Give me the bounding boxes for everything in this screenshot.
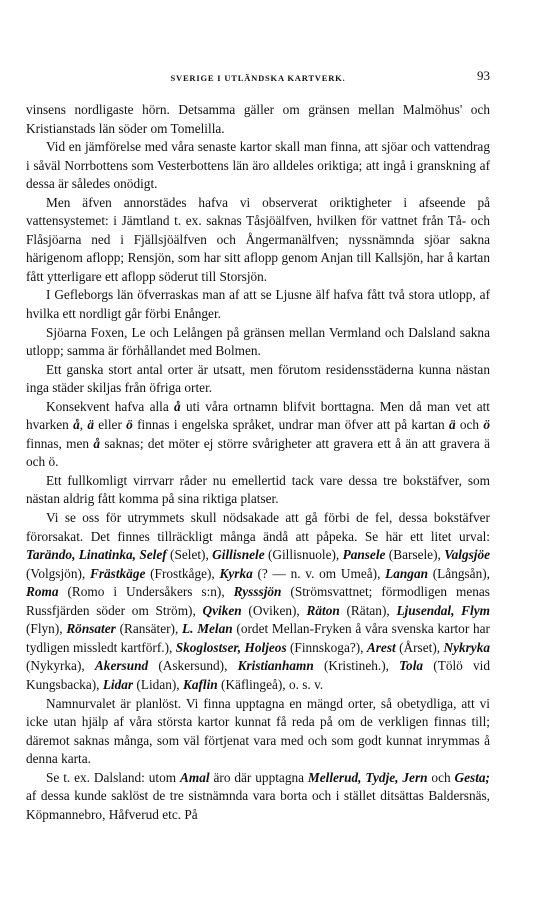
text-run: (Lidan),: [133, 676, 183, 692]
paragraph: [26, 398, 490, 472]
italic-place-name: Kyrka: [219, 565, 253, 581]
text-run: finnas, men: [26, 435, 94, 451]
italic-place-name: Ljusendal, Flym: [396, 602, 490, 618]
italic-place-name: Akersund: [94, 658, 149, 674]
text-run: (Rätan),: [339, 602, 397, 618]
text-run: (Oviken),: [241, 602, 307, 618]
text-run: I Gefleborgs län öfverraskas man af att se Ljusne älf hafva fått två stora utlopp, af hvilka ett nordligt går förbi Enånger.: [26, 287, 490, 322]
text-run: (Strömsvattnet; förmodligen menas Russfjärden söder om Ström),: [26, 584, 490, 618]
text-run: uti våra ortnamn blifvit borttagna. Men då man vet att hvarken: [26, 398, 490, 433]
text-run: (Nykyrka),: [26, 658, 95, 674]
text-run: (Barsele),: [385, 547, 445, 563]
text-run: (Finnskoga?),: [286, 639, 367, 655]
italic-place-name: Pansele: [342, 547, 386, 563]
paragraph: [26, 101, 490, 138]
italic-place-name: Kristianhamn: [237, 658, 314, 674]
italic-place-name: Arest: [366, 639, 396, 655]
text-run: ,: [79, 417, 88, 433]
text-run: finnas i engelska språket, undrar man öfver att på kartan: [132, 417, 449, 433]
paragraph: [26, 286, 490, 323]
paragraph: [26, 138, 490, 194]
italic-place-name: Frästkäge: [89, 565, 146, 581]
text-run: (Kristineh.),: [313, 658, 400, 674]
text-run: Ett ganska stort antal orter är utsatt, men förutom residensstäderna kunna nästan inga städer skiljas från öfriga orter.: [26, 361, 490, 396]
italic-place-name: Räton: [306, 602, 340, 618]
paragraph: [26, 194, 490, 287]
italic-place-name: Skoglostser, Holjeos: [175, 639, 287, 655]
paragraph: [26, 324, 490, 361]
text-run: Vid en jämförelse med våra senaste kartor skall man finna, att sjöar och vattendrag i såväl Norrbottens som Vesterbottens län äro alldeles oriktiga; att ingå i granskning af dessa är således onödigt.: [26, 139, 490, 192]
text-run: och: [427, 769, 455, 785]
text-run: vinsens nordligaste hörn. Detsamma gäller om gränsen mellan Malmöhus' och Kristianstads län söder om Tomelilla.: [26, 102, 490, 136]
italic-place-name: å: [73, 417, 80, 433]
italic-place-name: Nykryka: [443, 639, 490, 655]
text-run: Vi se oss för utrymmets skull nödsakade att gå förbi de fel, dessa bokstäfver förorsakat. Det finnes tillräckligt många ändå att påpeka. Se här ett litet urval:: [26, 510, 490, 544]
body-text: [26, 101, 490, 824]
text-run: (Selet),: [166, 547, 213, 563]
text-run: (Romo i Undersåkers s:n),: [58, 584, 234, 600]
text-run: Namnurvalet är planlöst. Vi finna upptagna en mängd orter, så obetydliga, att vi icke utan hjälp af våra största kartor kunnat få reda på om de verkligen finnas till; däremot saknas många, som väl förtjenat vara med och som godt kunnat inrymmas å denna karta.: [26, 695, 490, 767]
text-run: (Långsån),: [428, 565, 490, 581]
italic-place-name: Rönsater: [66, 621, 116, 637]
paragraph: [26, 361, 490, 398]
text-run: Ett fullkomligt virrvarr råder nu emellertid tack vare dessa tre bokstäfver, som nästan aldrig fått komma på sina riktiga platser.: [26, 472, 490, 507]
italic-place-name: å: [93, 435, 101, 451]
paragraph: [26, 509, 490, 694]
page-number: 93: [477, 68, 490, 83]
italic-place-name: ä: [448, 417, 456, 433]
italic-place-name: Tarändo, Linatinka, Selef: [26, 547, 167, 563]
text-run: och: [455, 417, 484, 433]
text-run: (? — n. v. om Umeå),: [252, 565, 386, 581]
text-run: Men äfven annorstädes hafva vi observerat oriktigheter i afseende på vattensystemet: i Jämtland t. ex. saknas Tåsjöälfven, hvilken för vattnet från Tå- och Flåsjöarna ned i Fjällsjöälfven och Ångermanälfven; nyssnämnda sjöar sakna härigenom aflopp; Rensjön, som har sitt aflopp genom Anjan till Kallsjön, har å kartan fått ytterligare ett aflopp söderut till Storsjön.: [26, 194, 490, 284]
italic-place-name: Valgsjöe: [444, 547, 491, 563]
italic-place-name: ö: [126, 417, 133, 433]
page-header: [26, 68, 490, 86]
text-run: Se t. ex. Dalsland: utom: [46, 769, 181, 785]
italic-place-name: Roma: [26, 584, 59, 600]
text-run: af dessa kunde saklöst de tre sistnämnda vara borta och i stället ditsättas Baldersnäs, Köpmannebro, Håfverud etc. På: [26, 788, 490, 822]
text-run: (Volgsjön),: [26, 565, 90, 581]
italic-place-name: Qviken: [202, 602, 242, 618]
text-run: (Askersund),: [148, 658, 238, 674]
text-run: (Gillisnuole),: [264, 547, 343, 563]
text-run: (Frostkåge),: [145, 565, 220, 581]
italic-place-name: ö: [483, 417, 490, 433]
italic-place-name: Gillisnele: [212, 547, 265, 563]
italic-place-name: ä: [87, 417, 94, 433]
text-run: (ordet Mellan-Fryken å våra svenska kartor har tydligen missledt kartförf.),: [26, 621, 490, 655]
paragraph: [26, 769, 490, 825]
text-run: Sjöarna Foxen, Le och Lelången på gränsen mellan Vermland och Dalsland sakna utlopp; samma är förhållandet med Bolmen.: [26, 324, 490, 359]
text-run: (Ransäter),: [115, 621, 183, 637]
text-run: eller: [94, 417, 127, 433]
text-run: saknas; det möter ej större svårigheter att gravera ett å än att gravera ä och ö.: [26, 435, 490, 470]
italic-place-name: Lidar: [102, 676, 134, 692]
italic-place-name: Gesta;: [454, 769, 490, 785]
text-run: (Tölö vid Kungsbacka),: [26, 658, 491, 692]
italic-place-name: Amal: [180, 769, 210, 785]
italic-place-name: Mellerud, Tydje, Jern: [307, 769, 428, 785]
text-run: (Käflingeå), o. s. v.: [217, 676, 324, 692]
italic-place-name: Rysssjön: [233, 584, 282, 600]
italic-place-name: Langan: [385, 565, 428, 581]
italic-place-name: å: [174, 398, 181, 414]
text-run: (Flyn),: [26, 621, 67, 637]
italic-place-name: Kaflin: [182, 676, 218, 692]
text-run: äro där upptagna: [209, 769, 308, 785]
paragraph: [26, 695, 490, 769]
paragraph: [26, 472, 490, 509]
italic-place-name: L. Melan: [182, 621, 233, 637]
text-run: Konsekvent hafva alla: [46, 398, 175, 414]
text-run: (Årset),: [395, 639, 444, 655]
italic-place-name: Tola: [399, 658, 424, 674]
running-title: SVERIGE I UTLÄNDSKA KARTVERK.: [170, 73, 346, 83]
